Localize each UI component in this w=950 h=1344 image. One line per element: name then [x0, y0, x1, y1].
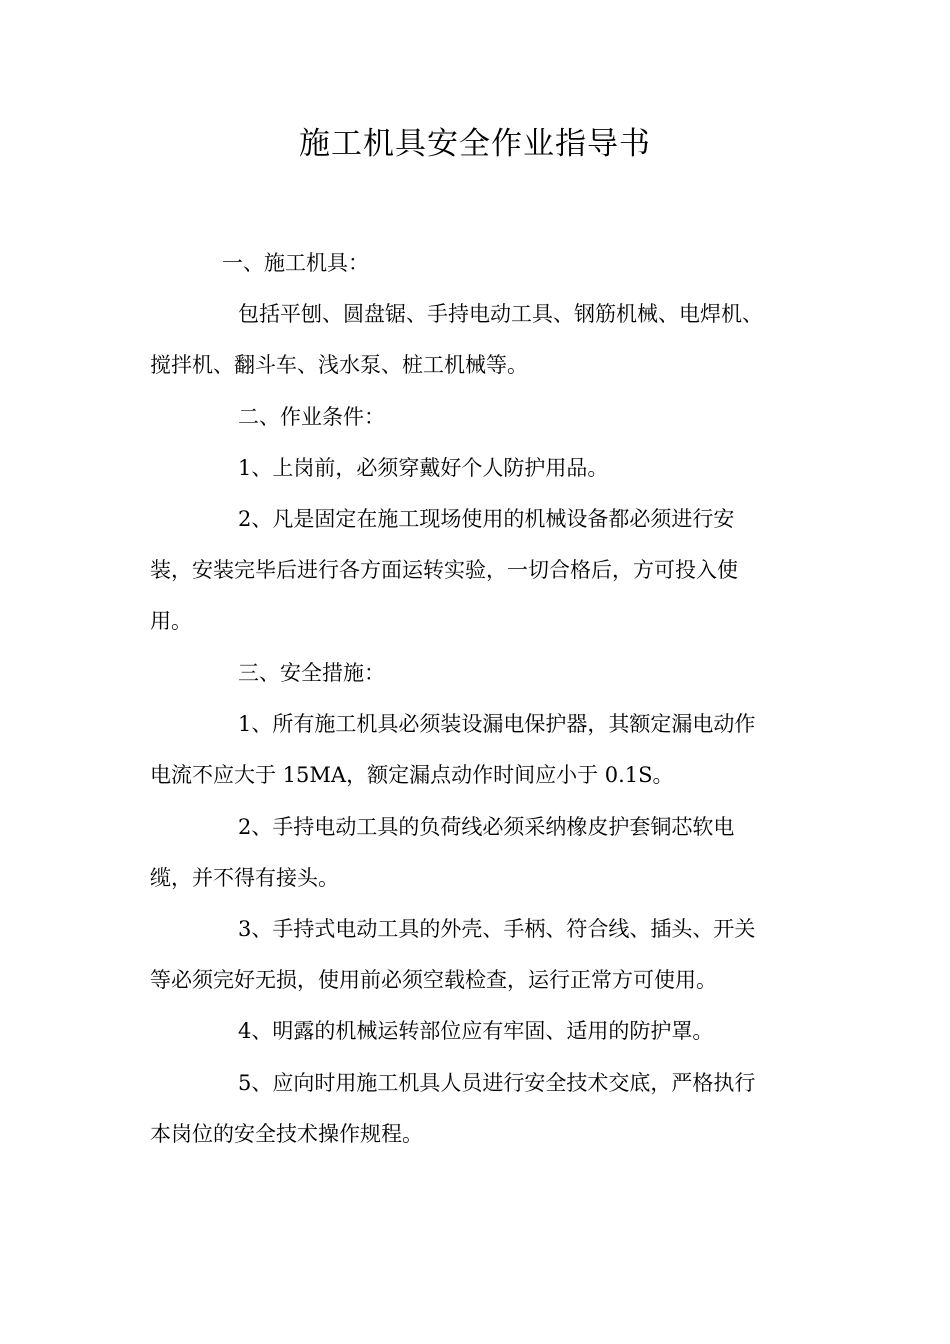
- section-heading-conditions: 二、作业条件：: [238, 405, 385, 429]
- document-title: 施工机具安全作业指导书: [299, 126, 651, 162]
- paragraph-line: 等必须完好无损，使用前必须空载检查，运行正常方可使用。: [150, 968, 717, 992]
- paragraph-line: 5、应向时用施工机具人员进行安全技术交底，严格执行: [238, 1071, 756, 1095]
- paragraph-line: 2、手持电动工具的负荷线必须采纳橡皮护套铜芯软电: [238, 815, 735, 839]
- paragraph-line: 搅拌机、翻斗车、浅水泵、桩工机械等。: [150, 353, 528, 377]
- paragraph-line: 1、上岗前，必须穿戴好个人防护用品。: [238, 456, 609, 480]
- paragraph-line: 2、凡是固定在施工现场使用的机械设备都必须进行安: [238, 507, 735, 531]
- section-heading-tools: 一、施工机具：: [222, 251, 369, 275]
- paragraph-line: 电流不应大于 15MA，额定漏点动作时间应小于 0.1S。: [150, 763, 674, 787]
- paragraph-line: 3、手持式电动工具的外壳、手柄、符合线、插头、开关: [238, 917, 756, 941]
- paragraph-line: 1、所有施工机具必须装设漏电保护器，其额定漏电动作: [238, 712, 756, 736]
- paragraph-line: 缆，并不得有接头。: [150, 866, 339, 890]
- paragraph-line: 包括平刨、圆盘锯、手持电动工具、钢筋机械、电焊机、: [238, 302, 763, 326]
- paragraph-line: 本岗位的安全技术操作规程。: [150, 1122, 423, 1146]
- paragraph-line: 4、明露的机械运转部位应有牢固、适用的防护罩。: [238, 1019, 714, 1043]
- section-heading-measures: 三、安全措施：: [238, 661, 385, 685]
- paragraph-line: 用。: [150, 609, 192, 633]
- paragraph-line: 装，安装完毕后进行各方面运转实验，一切合格后，方可投入使: [150, 558, 738, 582]
